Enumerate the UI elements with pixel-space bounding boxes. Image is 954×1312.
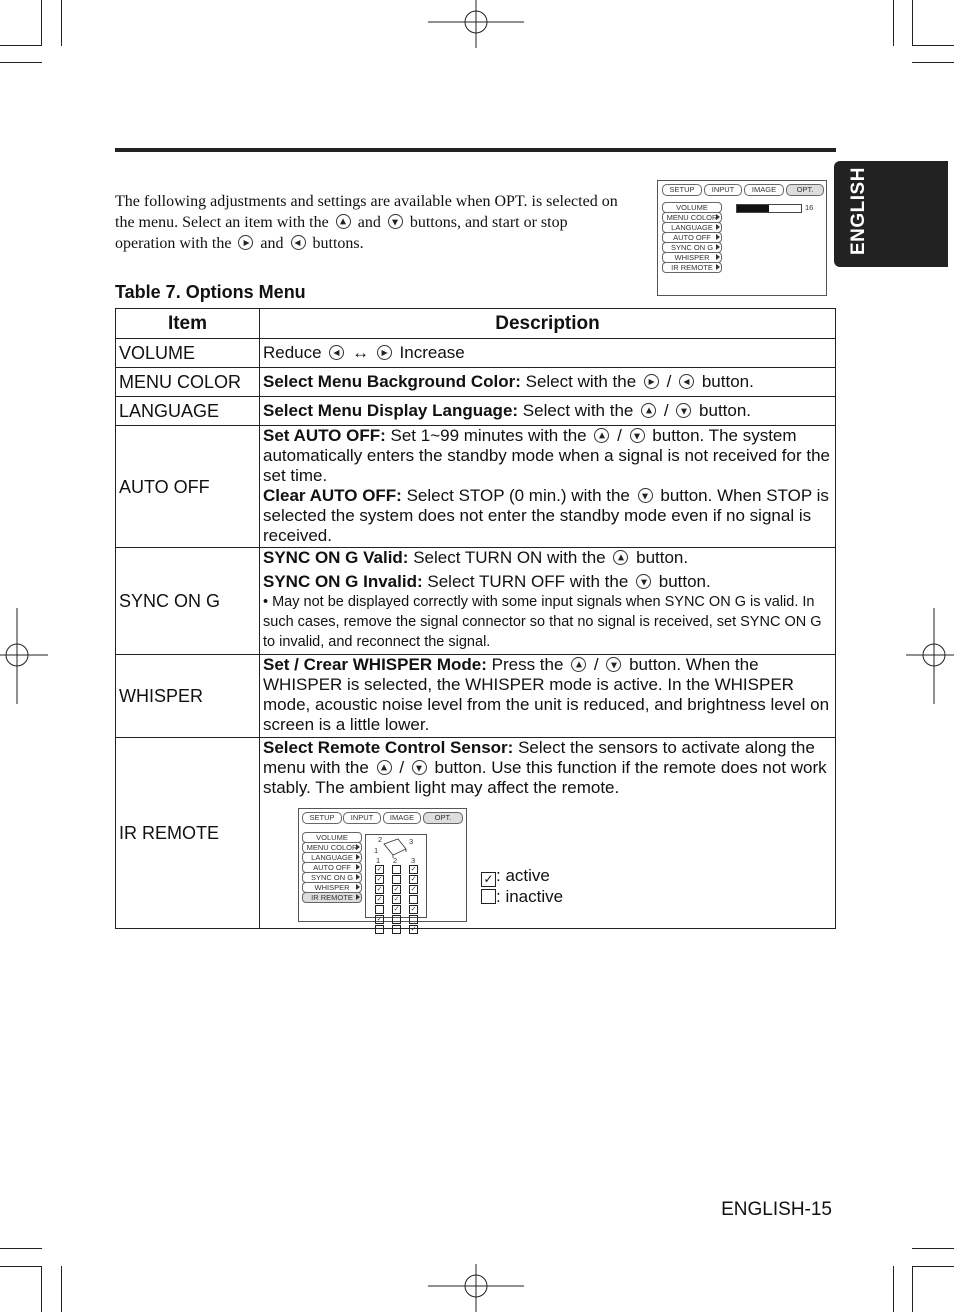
down-button-icon [388,214,403,229]
osd-item-arrow-icon [716,224,720,230]
desc-text: Select TURN ON with the [413,548,606,567]
desc-heading: SYNC ON G Invalid: [263,572,423,591]
registration-mark-left [0,608,48,704]
checked-box-icon: ✓ [410,866,417,873]
checked-box-icon: ✓ [376,916,383,923]
down-button-icon [676,403,691,418]
down-button-icon [636,574,651,589]
intro-paragraph [115,191,625,254]
desc-text: Set 1~99 minutes with the [390,426,587,445]
language-side-tab [834,161,948,267]
sensor-grid-panel [365,834,427,933]
unchecked-box-icon [375,905,384,914]
up-button-icon [377,760,392,775]
volume-level-fill [737,205,769,212]
osd-menu-item: VOLUME [302,832,362,843]
item-ir-remote: IR REMOTE [116,738,260,929]
osd-tab-opt: OPT. [786,184,824,196]
desc-text: button. Use this function if the remote does not work stably. The ambient light may affect the remote. [263,758,827,797]
sensor-number-3-top: 3 [409,837,414,846]
left-button-icon [291,235,306,250]
row-language [116,397,836,426]
slash: / [663,401,669,420]
row-sync-on-g [116,548,836,655]
col-label-1: 1 [376,856,381,865]
desc-text: button. When STOP is selected the system does not enter the standby mode even if no signal is received. [263,486,829,545]
osd-item-arrow-icon [716,234,720,240]
page-number: ENGLISH-15 [721,1199,832,1220]
legend-active [481,866,550,887]
osd-ir-remote-menu [298,808,467,933]
desc-heading: SYNC ON G Valid: [263,548,409,567]
row-volume [116,339,836,368]
sensor-number-1-top: 1 [374,846,379,855]
osd-menu-item: VOLUME [662,202,722,213]
checked-box-icon: ✓ [376,876,383,883]
desc-heading: Set AUTO OFF: [263,426,386,445]
unchecked-box-icon [409,895,418,904]
osd-tab-image: IMAGE [744,184,784,196]
unchecked-box-icon [392,915,401,924]
right-button-icon [377,345,392,360]
osd-menu-item: LANGUAGE [662,222,722,233]
item-menu-color: MENU COLOR [116,368,260,397]
right-button-icon [238,235,253,250]
desc-menu-color [260,368,836,397]
desc-text: Select with the [525,372,637,391]
row-ir-remote [116,738,836,929]
registration-mark-top [428,0,524,48]
osd-tab-input: INPUT [343,812,381,824]
checked-box-icon: ✓ [410,906,417,913]
up-button-icon [571,657,586,672]
desc-text: button. [701,372,754,391]
desc-text: button. [699,401,752,420]
item-volume: VOLUME [116,339,260,368]
item-whisper: WHISPER [116,655,260,738]
desc-volume [260,339,836,368]
registration-mark-right [906,608,954,704]
checked-box-icon: ✓ [410,886,417,893]
checked-box-icon: ✓ [376,886,383,893]
intro-and: and [357,214,381,231]
intro-text: The following adjustments and settings are available when OPT. is selected on the menu. Select an item with the [115,193,618,231]
desc-text: Select STOP (0 min.) with the [406,486,630,505]
col-label-3: 3 [411,856,416,865]
row-auto-off [116,426,836,548]
row-menu-color [116,368,836,397]
osd-tab-opt: OPT. [423,812,463,824]
item-sync-on-g: SYNC ON G [116,548,260,655]
osd-menu-item: MENU COLOR [662,212,722,223]
unchecked-box-icon [409,915,418,924]
slash: / [666,372,672,391]
unchecked-box-icon [392,925,401,934]
desc-whisper [260,655,836,738]
intro-and-2: and [260,235,284,252]
table-caption: Table 7. Options Menu [115,282,306,302]
desc-text: Press the [491,655,564,674]
osd-menu-item: LANGUAGE [302,852,362,863]
desc-text: Select with the [522,401,634,420]
desc-heading: Select Menu Background Color: [263,372,521,391]
osd-item-arrow-icon [356,854,360,860]
desc-auto-off [260,426,836,548]
osd-item-arrow-icon [356,894,360,900]
desc-heading: Clear AUTO OFF: [263,486,402,505]
osd-tab-input: INPUT [704,184,742,196]
reduce-label: Reduce [263,343,322,362]
down-button-icon [412,760,427,775]
side-tab-label: ENGLISH [848,167,869,255]
slash: / [593,655,599,674]
right-button-icon [644,374,659,389]
col-label-2: 2 [393,856,398,865]
desc-heading: Select Remote Control Sensor: [263,738,514,757]
options-table [115,308,836,929]
checked-box-icon: ✓ [481,872,496,887]
sensor-number-2-top: 2 [378,835,383,844]
osd-menu-item: AUTO OFF [662,232,722,243]
checked-box-icon: ✓ [410,926,417,933]
row-whisper [116,655,836,738]
desc-text: button. [658,572,711,591]
desc-text: Select TURN OFF with the [427,572,629,591]
up-button-icon [641,403,656,418]
osd-item-arrow-icon [356,874,360,880]
left-button-icon [679,374,694,389]
intro-text-2: buttons, and start or stop operation with the [115,214,568,252]
sync-note: • May not be displayed correctly with some input signals when SYNC ON G is valid. In such cases, remove the signal connector so that no signal is received, set SYNC ON G to invalid, and reconnect the signal. [263,594,822,650]
desc-text: button. [636,548,689,567]
down-button-icon [606,657,621,672]
osd-item-arrow-icon [716,264,720,270]
osd-item-arrow-icon [356,884,360,890]
desc-language [260,397,836,426]
volume-value: 16 [805,203,814,212]
up-button-icon [336,214,351,229]
osd-menu-item: MENU COLOR [302,842,362,853]
checked-box-icon: ✓ [376,896,383,903]
checked-box-icon: ✓ [393,906,400,913]
unchecked-box-icon [392,875,401,884]
desc-text: button. The system automatically enters the standby mode when a signal is not received for the set time. [263,426,830,485]
osd-menu-item: WHISPER [302,882,362,893]
col-description: Description [260,309,836,339]
checked-box-icon: ✓ [393,886,400,893]
desc-text: button. When the WHISPER is selected, the WHISPER mode is active. In the WHISPER mode, acoustic noise level from the unit is reduced, and brightness level on screen is a little lower. [263,655,830,734]
desc-heading: Select Menu Display Language: [263,401,519,420]
unchecked-box-icon [392,865,401,874]
osd-menu-item: SYNC ON G [302,872,362,883]
osd-menu-item: IR REMOTE [302,892,362,903]
legend-active-label: : active [496,866,550,885]
osd-menu-item: AUTO OFF [302,862,362,873]
osd-menu-item: IR REMOTE [662,262,722,273]
osd-tab-setup: SETUP [662,184,702,196]
volume-level-bar [736,204,802,213]
up-button-icon [613,550,628,565]
osd-tab-image: IMAGE [383,812,421,824]
osd-tab-setup: SETUP [302,812,342,824]
item-auto-off: AUTO OFF [116,426,260,548]
osd-menu-item: SYNC ON G [662,242,722,253]
header-rule [115,148,836,152]
osd-item-arrow-icon [716,254,720,260]
desc-text: Select the sensors to activate along the menu with the [263,738,815,777]
legend-inactive [481,887,563,907]
checked-box-icon: ✓ [376,866,383,873]
checked-box-icon: ✓ [410,876,417,883]
registration-mark-bottom [428,1264,524,1312]
desc-sync-on-g [260,548,836,655]
osd-item-arrow-icon [356,864,360,870]
osd-item-arrow-icon [716,214,720,220]
legend-inactive-label: : inactive [496,887,564,906]
up-button-icon [594,428,609,443]
desc-heading: Set / Crear WHISPER Mode: [263,655,487,674]
checked-box-icon: ✓ [393,896,400,903]
table-header-row [116,309,836,339]
osd-menu-item: WHISPER [662,252,722,263]
unchecked-box-icon [481,889,496,904]
range-arrow: ↔ [352,343,370,362]
slash: / [617,426,622,445]
unchecked-box-icon [375,925,384,934]
down-button-icon [630,428,645,443]
down-button-icon [638,488,653,503]
item-language: LANGUAGE [116,397,260,426]
col-item: Item [116,309,260,339]
slash: / [399,758,405,777]
osd-options-menu [657,180,827,296]
osd-item-arrow-icon [716,244,720,250]
intro-text-3: buttons. [312,235,364,252]
left-button-icon [329,345,344,360]
increase-label: Increase [399,343,465,362]
osd-item-arrow-icon [356,844,360,850]
